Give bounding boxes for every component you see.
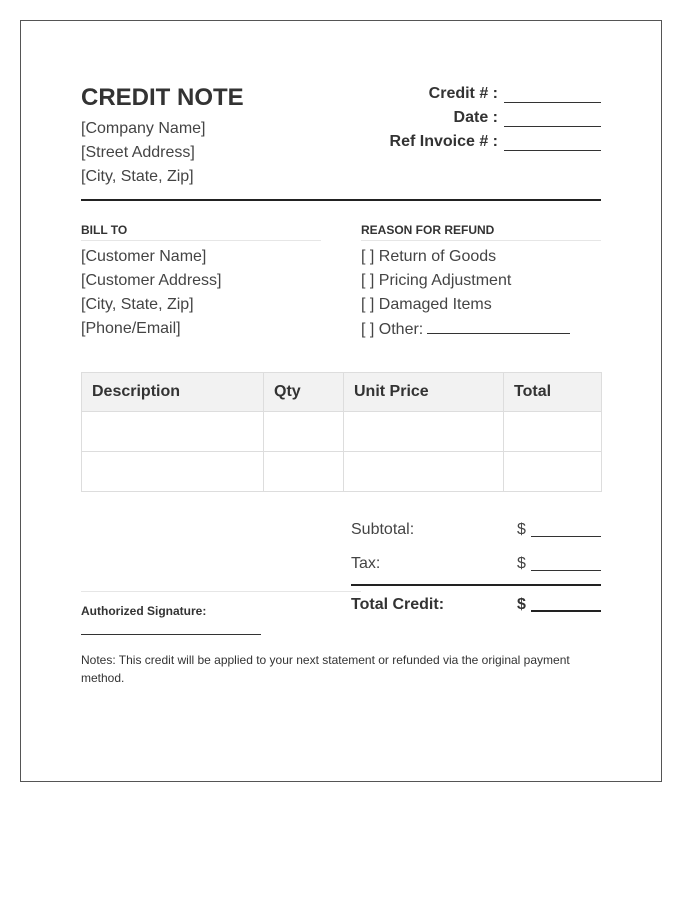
ref-invoice-row: [390, 131, 601, 151]
company-name: [Company Name]: [81, 120, 206, 137]
company-city: [City, State, Zip]: [81, 168, 194, 185]
tax-field[interactable]: [531, 570, 601, 571]
date-field[interactable]: [504, 111, 601, 127]
customer-contact: [Phone/Email]: [81, 320, 181, 337]
reason-other-label: [ ] Other:: [361, 321, 424, 338]
date-row: [454, 107, 601, 127]
signature-line[interactable]: [81, 634, 261, 635]
totals-divider: [351, 584, 601, 586]
notes-text: Notes: This credit will be applied to your next statement or refunded via the original payment method.: [81, 653, 570, 685]
table-cell-unit-price[interactable]: [344, 412, 504, 452]
table-cell-qty[interactable]: [264, 412, 344, 452]
column-header-qty: Qty: [264, 373, 344, 412]
tax-label: Tax:: [351, 555, 381, 572]
company-street: [Street Address]: [81, 144, 195, 161]
reason-option-other[interactable]: [361, 320, 570, 339]
subtotal-row: [351, 519, 601, 539]
items-table-header-row: [82, 373, 602, 412]
date-label: Date :: [453, 109, 498, 126]
signature-divider: [81, 591, 361, 592]
table-cell-qty[interactable]: [264, 452, 344, 492]
bill-to-heading: BILL TO: [81, 223, 321, 241]
subtotal-currency: $: [517, 521, 526, 538]
subtotal-field[interactable]: [531, 536, 601, 537]
table-cell-total[interactable]: [504, 412, 602, 452]
credit-number-row: [429, 83, 601, 103]
reason-option-pricing-adjustment[interactable]: [ ] Pricing Adjustment: [361, 272, 512, 289]
table-cell-description[interactable]: [82, 452, 264, 492]
column-header-unit-price: Unit Price: [344, 373, 504, 412]
table-cell-unit-price[interactable]: [344, 452, 504, 492]
customer-name: [Customer Name]: [81, 248, 207, 265]
reason-option-damaged-items[interactable]: [ ] Damaged Items: [361, 296, 492, 313]
table-cell-description[interactable]: [82, 412, 264, 452]
credit-number-label: Credit # :: [428, 85, 498, 102]
total-credit-label: Total Credit:: [351, 596, 445, 613]
total-credit-currency: $: [517, 596, 526, 613]
total-credit-row: [351, 594, 601, 614]
reason-other-field[interactable]: [427, 320, 570, 334]
table-cell-total[interactable]: [504, 452, 602, 492]
credit-note-page: [20, 20, 662, 782]
column-header-total: Total: [504, 373, 602, 412]
ref-invoice-label: Ref Invoice # :: [389, 133, 498, 150]
table-row: [82, 452, 602, 492]
document-title: CREDIT NOTE: [81, 84, 244, 111]
customer-city: [City, State, Zip]: [81, 296, 194, 313]
total-credit-field[interactable]: [531, 610, 601, 612]
subtotal-label: Subtotal:: [351, 521, 415, 538]
items-table: [81, 372, 602, 492]
tax-currency: $: [517, 555, 526, 572]
column-header-description: Description: [82, 373, 264, 412]
credit-number-field[interactable]: [504, 87, 601, 103]
ref-invoice-field[interactable]: [504, 135, 601, 151]
table-row: [82, 412, 602, 452]
reason-option-return-of-goods[interactable]: [ ] Return of Goods: [361, 248, 497, 265]
tax-row: [351, 553, 601, 573]
signature-label: Authorized Signature:: [81, 604, 207, 618]
header-divider: [81, 199, 601, 201]
customer-address: [Customer Address]: [81, 272, 222, 289]
refund-reason-heading: REASON FOR REFUND: [361, 223, 601, 241]
